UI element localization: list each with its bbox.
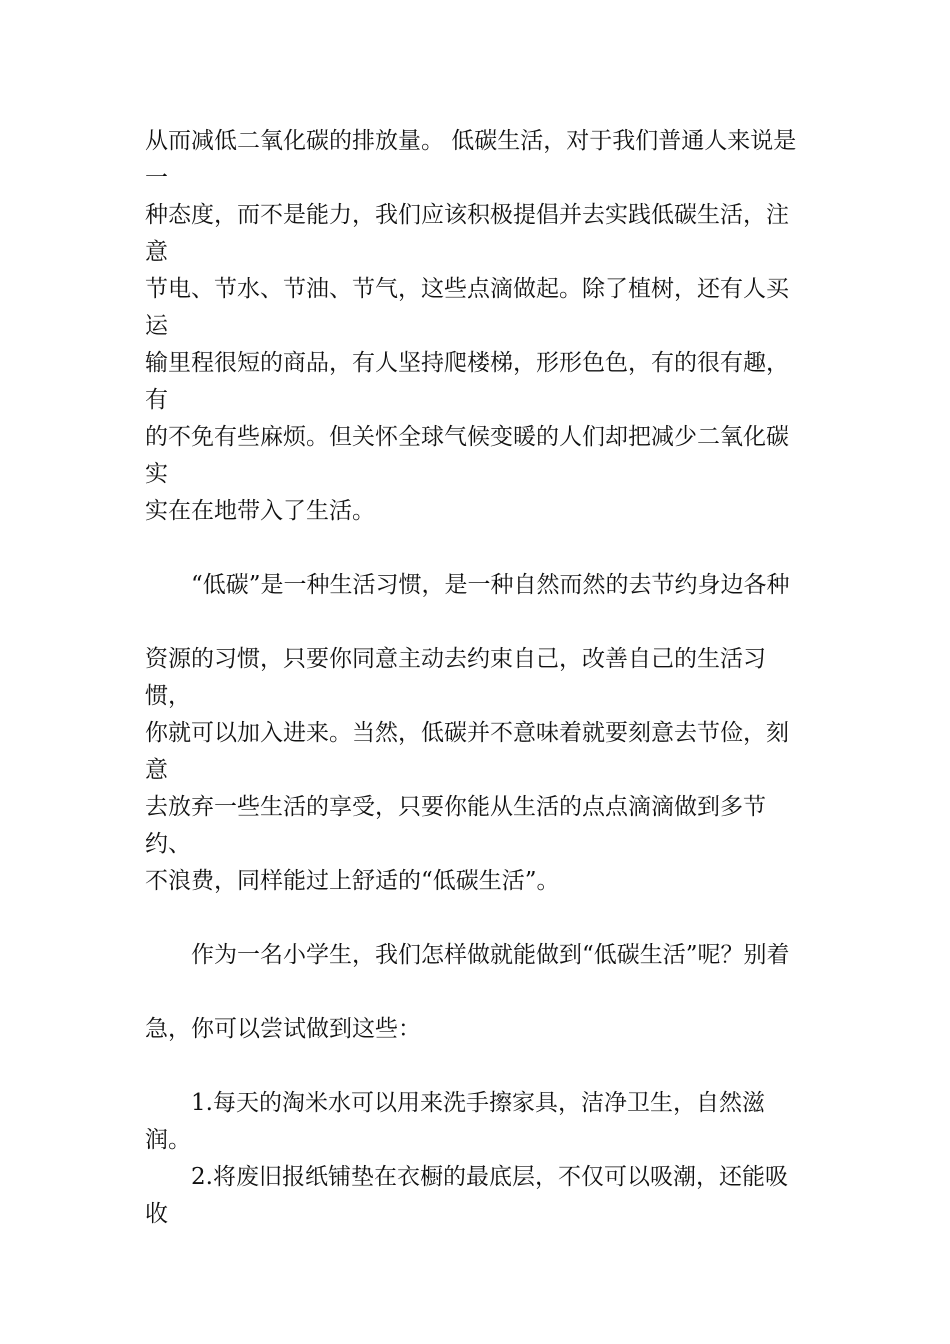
text-line: 从而减低二氧化碳的排放量。 低碳生活，对于我们普通人来说是一 xyxy=(145,128,797,191)
text-line: 急，你可以尝试做到这些： xyxy=(145,1016,421,1042)
text-line: 节电、节水、节油、节气，这些点滴做起。除了植树，还有人买运 xyxy=(145,276,789,339)
text-line: 的不免有些麻烦。但关怀全球气候变暖的人们却把减少二氧化碳实 xyxy=(145,424,789,487)
text-line: 去放弃一些生活的享受，只要你能从生活的点点滴滴做到多节约、 xyxy=(145,794,766,857)
text-line: 实在在地带入了生活。 xyxy=(145,498,375,524)
paragraph-4 xyxy=(145,1085,810,1159)
paragraph-3 xyxy=(145,937,810,1085)
text-line: 种态度，而不是能力，我们应该积极提倡并去实践低碳生活，注意 xyxy=(145,202,789,265)
text-line: “低碳”是一种生活习惯，是一种自然而然的去节约身边各种 xyxy=(145,572,790,598)
text-line: 作为一名小学生，我们怎样做就能做到“低碳生活”呢？别着 xyxy=(145,942,790,968)
paragraph-5 xyxy=(145,1159,810,1227)
text-line: 1.每天的淘米水可以用来洗手擦家具，洁净卫生，自然滋润。 xyxy=(145,1090,765,1153)
text-line: 2.将废旧报纸铺垫在衣橱的最底层，不仅可以吸潮，还能吸收 xyxy=(145,1164,788,1227)
text-line: 不浪费，同样能过上舒适的“低碳生活”。 xyxy=(145,868,560,894)
paragraph-1 xyxy=(145,123,810,567)
paragraph-2 xyxy=(145,567,810,937)
text-line: 你就可以加入进来。当然，低碳并不意味着就要刻意去节俭，刻意 xyxy=(145,720,789,783)
text-line: 资源的习惯，只要你同意主动去约束自己，改善自己的生活习惯， xyxy=(145,646,766,709)
document-body xyxy=(145,123,810,1227)
text-line: 输里程很短的商品，有人坚持爬楼梯，形形色色，有的很有趣，有 xyxy=(145,350,789,413)
